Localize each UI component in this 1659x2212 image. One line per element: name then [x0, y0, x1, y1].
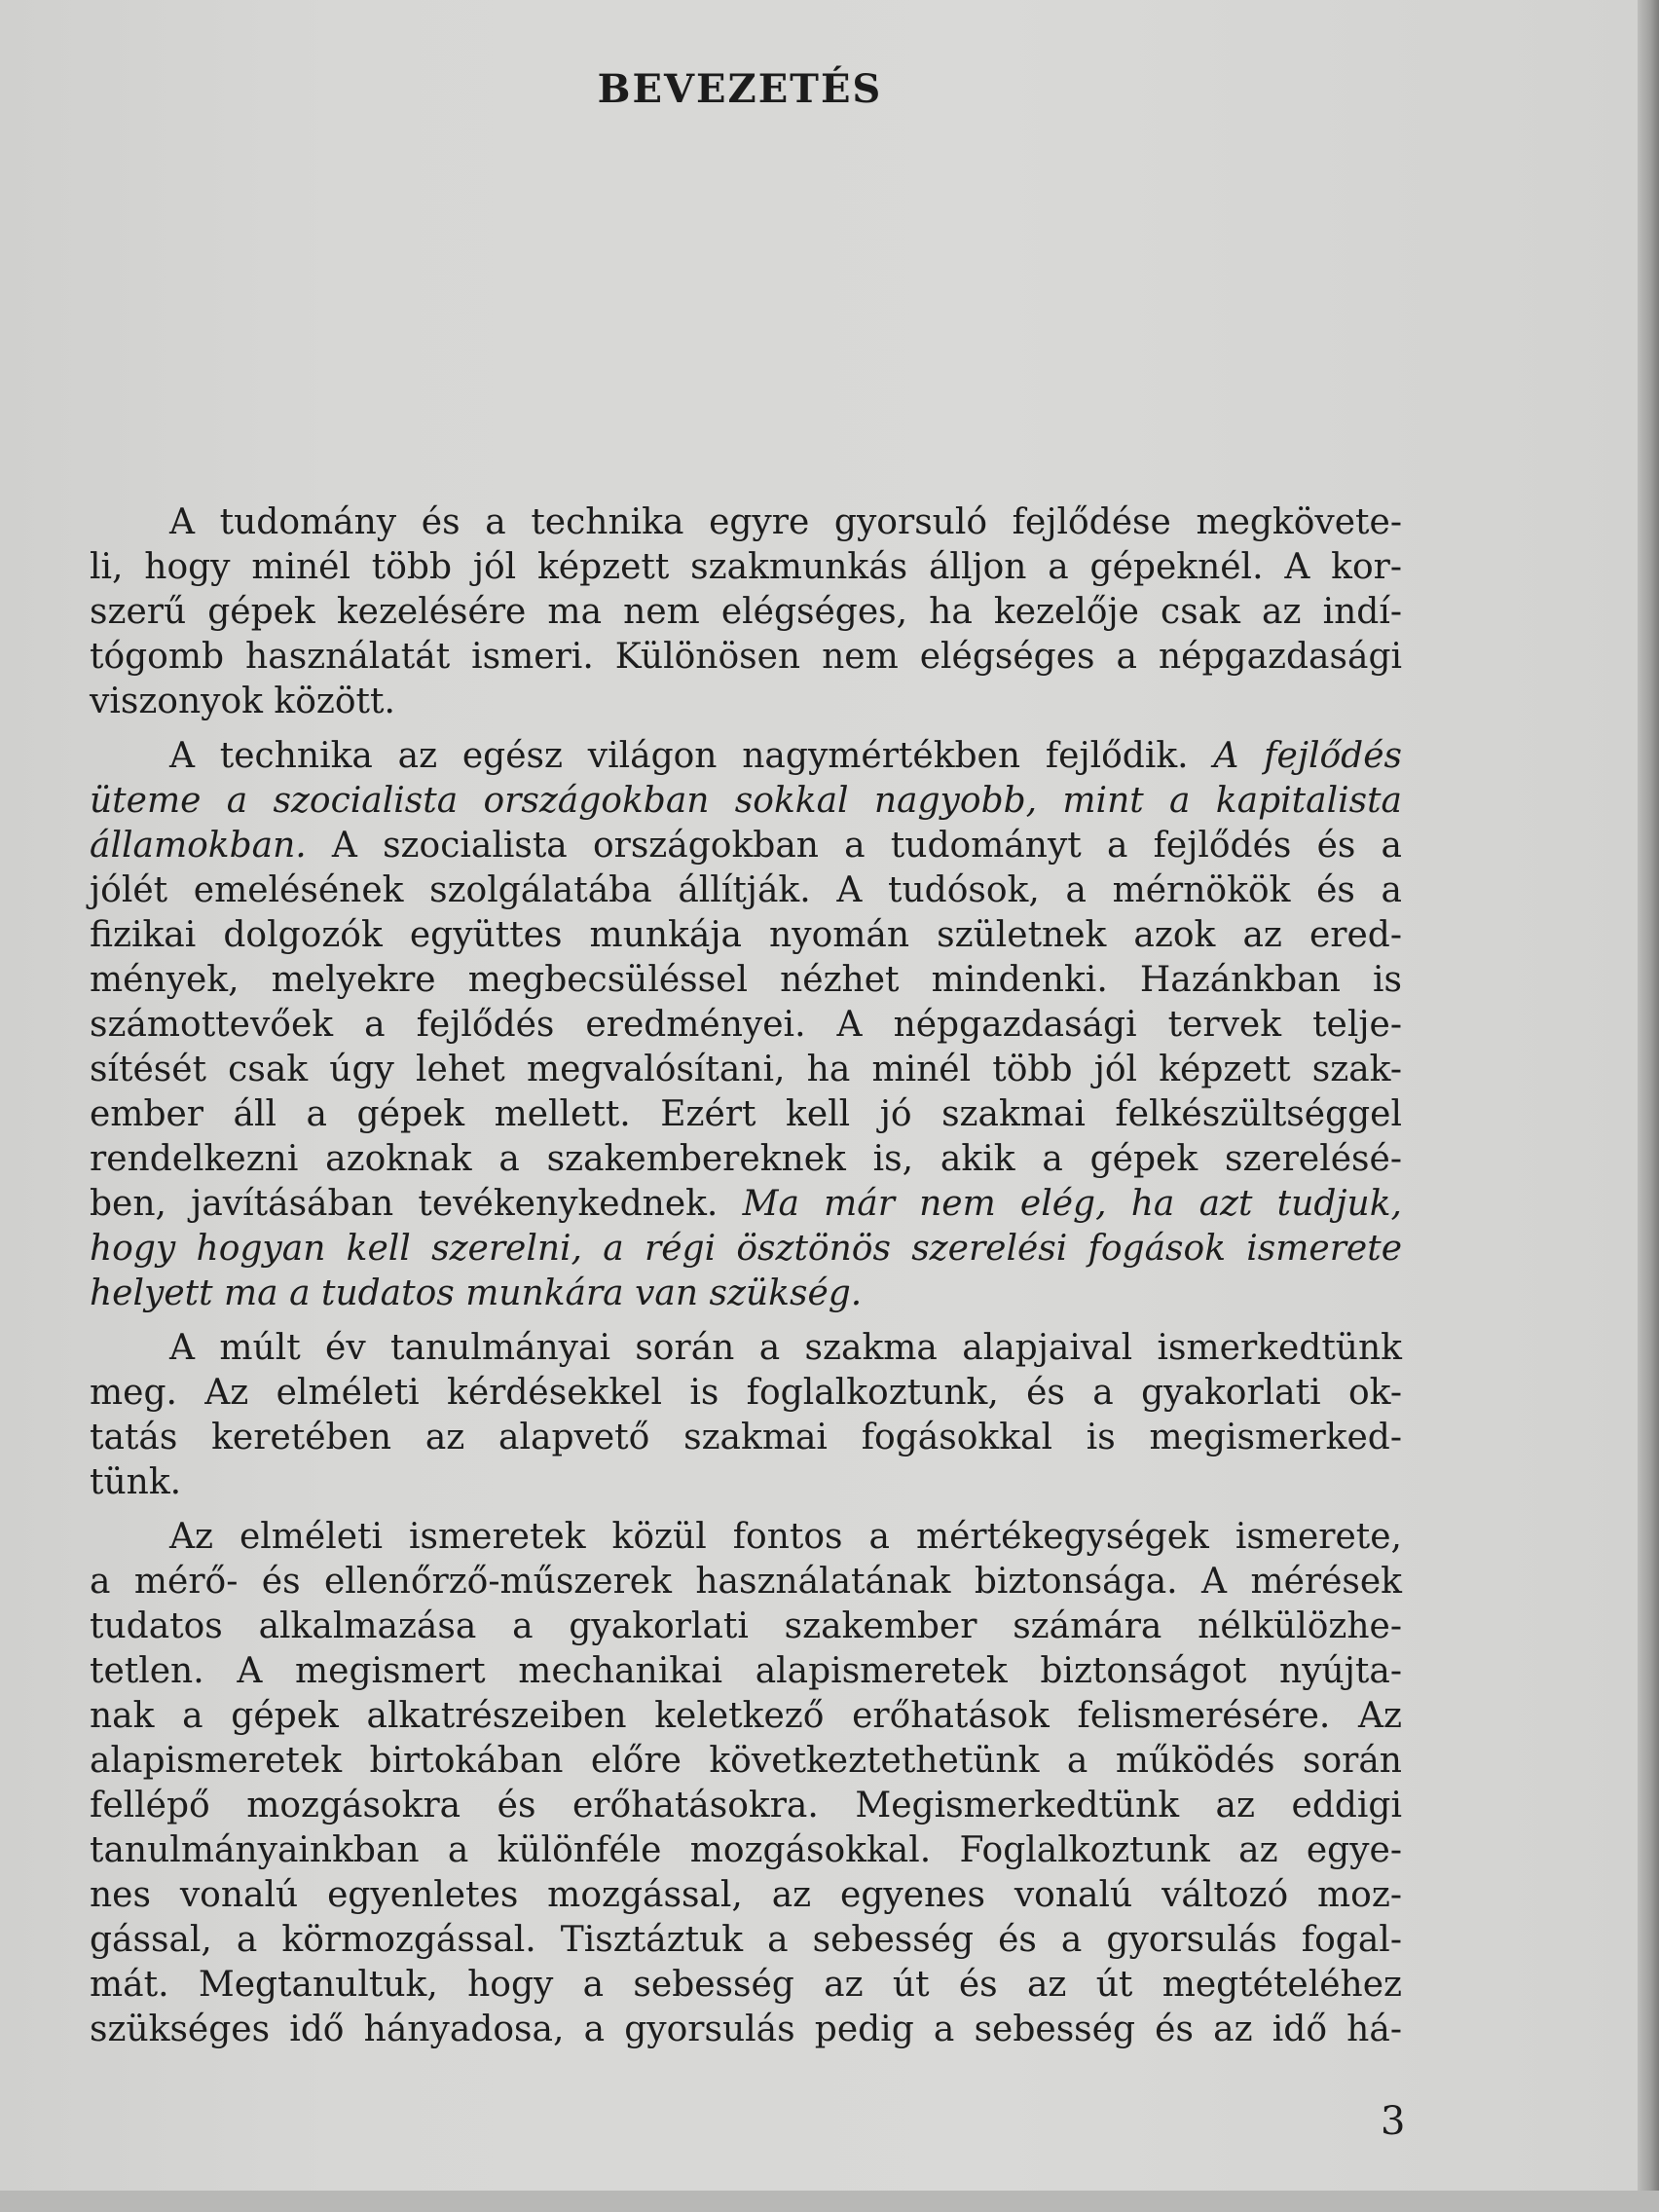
text-segment: tógomb használatát ismeri. Különösen nem elégséges a népgazdasági — [90, 637, 1402, 677]
page-number: 3 — [1381, 2099, 1406, 2144]
text-segment: viszonyok között. — [90, 682, 395, 721]
text-line — [90, 1649, 1402, 1694]
text-segment: mények, melyekre megbecsüléssel nézhet mindenki. Hazánkban is — [90, 960, 1402, 1000]
text-segment: fizikai dolgozók együttes munkája nyomán születnek azok az ered- — [90, 915, 1402, 955]
text-line — [90, 1371, 1402, 1416]
text-segment: li, hogy minél több jól képzett szakmunkás álljon a gépeknél. A kor- — [90, 547, 1402, 587]
text-segment: mát. Megtanultuk, hogy a sebesség az út és az út megtételéhez — [90, 1965, 1402, 2005]
text-segment: meg. Az elméleti kérdésekkel is foglalkoztunk, és a gyakorlati ok- — [90, 1373, 1402, 1413]
emphasized-text: üteme a szocialista országokban sokkal nagyobb, mint a kapitalista — [90, 781, 1402, 821]
text-line — [90, 590, 1402, 635]
text-line — [90, 868, 1402, 913]
text-segment: tanulmányainkban a különféle mozgásokkal. Foglalkoztunk az egye- — [90, 1830, 1402, 1870]
text-line — [90, 1604, 1402, 1649]
text-segment: számottevőek a fejlődés eredményei. A népgazdasági tervek telje- — [90, 1005, 1402, 1045]
emphasized-text: Ma már nem elég, ha azt tudjuk, — [742, 1184, 1402, 1224]
emphasized-text: hogy hogyan kell szerelni, a régi ösztönös szerelési fogások ismerete — [90, 1229, 1402, 1269]
page-edge-shadow — [1638, 0, 1659, 2212]
text-segment: Az elméleti ismeretek közül fontos a mértékegységek ismerete, — [169, 1517, 1402, 1557]
text-line — [90, 2008, 1402, 2052]
body-text — [90, 500, 1402, 2052]
text-line — [90, 1092, 1402, 1137]
text-line — [90, 545, 1402, 590]
text-line — [90, 1326, 1402, 1371]
emphasized-text: helyett ma a tudatos munkára van szükség. — [90, 1273, 863, 1313]
paragraph — [90, 734, 1402, 1316]
text-line — [90, 779, 1402, 824]
text-segment: tatás keretében az alapvető szakmai fogásokkal is megismerked- — [90, 1418, 1402, 1457]
text-segment: sítését csak úgy lehet megvalósítani, ha minél több jól képzett szak- — [90, 1050, 1402, 1089]
text-line — [90, 1048, 1402, 1092]
text-line — [90, 1272, 1402, 1316]
text-segment: A tudomány és a technika egyre gyorsuló fejlődése megkövete- — [169, 502, 1402, 542]
text-line — [90, 1784, 1402, 1828]
text-line — [90, 1227, 1402, 1272]
text-segment: tudatos alkalmazása a gyakorlati szakember számára nélkülözhe- — [90, 1606, 1402, 1646]
text-line — [90, 1918, 1402, 1963]
text-line — [90, 680, 1402, 724]
paragraph-gap — [90, 724, 1402, 734]
text-segment: nak a gépek alkatrészeiben keletkező erőhatások felismerésére. Az — [90, 1696, 1402, 1736]
text-line — [90, 1963, 1402, 2008]
text-segment: rendelkezni azoknak a szakembereknek is, akik a gépek szerelésé- — [90, 1139, 1402, 1179]
text-segment: gással, a körmozgással. Tisztáztuk a sebesség és a gyorsulás fogal- — [90, 1920, 1402, 1960]
text-segment: A múlt év tanulmányai során a szakma alapjaival ismerkedtünk — [169, 1328, 1402, 1368]
text-segment: ember áll a gépek mellett. Ezért kell jó szakmai felkészültséggel — [90, 1094, 1402, 1134]
text-line — [90, 824, 1402, 868]
paragraph-gap — [90, 1505, 1402, 1515]
text-segment: tetlen. A megismert mechanikai alapismeretek biztonságot nyújta- — [90, 1651, 1402, 1691]
text-line — [90, 1739, 1402, 1784]
text-segment: fellépő mozgásokra és erőhatásokra. Megismerkedtünk az eddigi — [90, 1786, 1402, 1825]
text-line — [90, 1515, 1402, 1560]
text-line — [90, 1137, 1402, 1182]
text-line — [90, 958, 1402, 1003]
paragraph-gap — [90, 1316, 1402, 1326]
text-segment: ben, javításában tevékenykednek. — [90, 1184, 743, 1224]
text-line — [90, 1560, 1402, 1604]
paragraph — [90, 1326, 1402, 1505]
text-segment: A technika az egész világon nagymértékben fejlődik. — [169, 736, 1214, 776]
text-segment: tünk. — [90, 1462, 182, 1502]
text-segment: jólét emelésének szolgálatába állítják. A tudósok, a mérnökök és a — [90, 870, 1402, 910]
emphasized-text: államokban. — [90, 826, 307, 866]
text-line — [90, 635, 1402, 680]
text-segment: nes vonalú egyenletes mozgással, az egyenes vonalú változó moz- — [90, 1875, 1402, 1915]
text-line — [90, 1003, 1402, 1048]
text-line — [90, 500, 1402, 545]
text-segment: a mérő- és ellenőrző-műszerek használatának biztonsága. A mérések — [90, 1562, 1402, 1602]
text-line — [90, 1873, 1402, 1918]
text-line — [90, 1828, 1402, 1873]
chapter-title: BEVEZETÉS — [597, 66, 883, 112]
emphasized-text: A fejlődés — [1213, 736, 1402, 776]
text-line — [90, 1694, 1402, 1739]
text-segment: szükséges idő hányadosa, a gyorsulás pedig a sebesség és az idő há- — [90, 2009, 1402, 2049]
text-line — [90, 1460, 1402, 1505]
text-segment: alapismeretek birtokában előre következtethetünk a működés során — [90, 1741, 1402, 1781]
text-line — [90, 913, 1402, 958]
paragraph — [90, 1515, 1402, 2052]
paragraph — [90, 500, 1402, 724]
bottom-edge-band — [0, 2191, 1659, 2212]
text-line — [90, 734, 1402, 779]
text-line — [90, 1182, 1402, 1227]
text-segment: szerű gépek kezelésére ma nem elégséges, ha kezelője csak az indí- — [90, 592, 1402, 632]
text-line — [90, 1416, 1402, 1460]
text-segment: A szocialista országokban a tudományt a fejlődés és a — [306, 826, 1402, 866]
